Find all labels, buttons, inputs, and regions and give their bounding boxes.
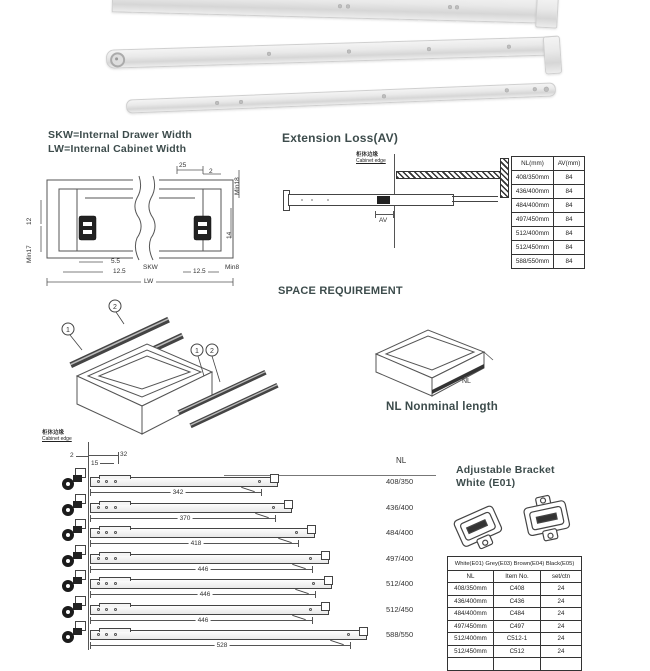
exploded-lineart [52,298,280,436]
dim-12: 12 [26,217,33,225]
bracket-row [448,608,582,621]
rail-hole [97,582,100,585]
dim-25: 25 [179,162,187,169]
slide-profile-inner-rail [452,196,498,202]
list-dim-32: 32 [120,451,128,458]
rail-hole [239,100,243,104]
rail-hole [544,87,549,92]
rail-hole [114,557,117,560]
dim-32-line [89,455,118,456]
av-row [512,227,585,241]
slide-rail-photo-2-endcap [543,35,563,74]
bracket-item: C484 [494,608,541,621]
slide-rail-drawing [90,605,329,615]
bracket-set: 24 [541,595,582,608]
bracket-nl: 436/400mm [448,595,494,608]
rail-hole [312,582,315,585]
extension-loss-diagram [280,150,508,250]
lw-line: LW=Internal Cabinet Width [48,143,187,155]
bracket-item: C408 [494,583,541,596]
length-dim-value: 446 [197,566,209,573]
slide-profile-body [288,194,454,206]
av-row [512,255,585,269]
dim-32-tick [118,452,119,464]
callout-1-label: 1 [66,327,70,334]
av-row [512,199,585,213]
bracket-nl: 512/450mm [448,645,494,658]
bracket-col-set: set/ctn [541,571,582,583]
nl-value: 484/400 [386,528,414,537]
rail-grommet [110,52,125,67]
rail-hole [97,506,100,509]
slide-rail-photo-1-bracket [535,0,559,29]
bracket-col-nl: NL [448,571,494,583]
nl-value: 408/350 [386,477,414,486]
bracket-item: C436 [494,595,541,608]
rail-end-bracket [324,576,333,585]
callout-1b-label: 1 [195,348,199,355]
av-row [512,171,585,185]
rail-hole [258,480,261,483]
rail-hole [448,5,452,9]
rail-hole [105,480,108,483]
nl-value: 588/550 [386,630,414,639]
length-dim-value: 418 [190,540,202,547]
rail-hole [295,531,298,534]
bracket-row [448,645,582,658]
rail-hole [507,45,511,49]
rail-end-bracket [321,551,330,560]
bracket-nl: 512/400mm [448,633,494,646]
dim-skw: SKW [143,264,158,271]
rail-hole [105,633,108,636]
rail-end-bracket [307,525,316,534]
cabinet-wall-hatch-horizontal [396,171,502,179]
rail-step [99,603,131,607]
callout-2b-label: 2 [210,348,214,355]
list-cabinet-edge-cn: 柜体边缘 [42,430,65,436]
adjustable-bracket-heading [456,464,555,490]
bracket-item: C512-1 [494,633,541,646]
bracket-lineart [448,494,588,554]
av-val: 84 [554,213,585,227]
skw-line: SKW=Internal Drawer Width [48,129,193,141]
list-cabinet-edge-en: Cabinet edge [42,436,72,442]
rail-hole [309,608,312,611]
length-dim-value: 528 [216,642,228,649]
dim-min17: Min17 [26,245,33,263]
dim-15-line [100,463,114,464]
space-requirement-title: SPACE REQUIREMENT [278,285,403,297]
mount-plate [73,577,82,584]
nl-column-header: NL [396,456,407,465]
rail-step [99,552,131,556]
slide-rail-drawing [90,554,329,564]
list-dim-2: 2 [70,452,74,459]
rail-hole [105,557,108,560]
nl-box-lineart [366,320,494,400]
dim-min18: Min18 [234,177,241,195]
bracket-row [448,620,582,633]
bracket-set: 24 [541,608,582,621]
rail-hole [97,608,100,611]
rail-hole [347,49,351,53]
rail-hole [455,5,459,9]
rail-step [99,526,131,530]
rail-hole [105,506,108,509]
exploded-drawer-view [52,298,280,436]
rail-hole [105,608,108,611]
dim-2: 2 [209,168,213,175]
dim-5-5: 5.5 [111,258,121,265]
length-dim-value: 370 [179,515,191,522]
dim-12-5-right: 12.5 [193,268,206,275]
av-table [511,156,585,269]
av-row [512,185,585,199]
length-dim-value: 342 [172,489,184,496]
rail-hole [114,582,117,585]
bracket-table-header-row [448,571,582,583]
bracket-table-color-row [448,557,582,571]
slide-rail-drawing [90,579,332,589]
bracket-table [447,556,582,671]
av-col-av: AV(mm) [554,157,585,171]
cabinet-wall-hatch-vertical [500,158,509,198]
slide-rail-drawing [90,503,292,513]
slide-photos [0,0,650,125]
bracket-col-item: Item No. [494,571,541,583]
profile-stop-block [377,196,390,204]
bracket-title-line2: White (E01) [456,477,516,489]
rail-hole [505,88,509,92]
dim-12-5-left: 12.5 [113,268,126,275]
av-val: 84 [554,199,585,213]
av-table-header-row [512,157,585,171]
list-cabinet-edge-label [42,430,72,442]
av-val: 84 [554,227,585,241]
nl-value: 497/400 [386,554,414,563]
rail-hole [105,582,108,585]
mount-plate [73,475,82,482]
rail-hole [272,506,275,509]
nl-value: 436/400 [386,503,414,512]
nl-value: 512/400 [386,579,414,588]
length-dim-value: 446 [199,591,211,598]
profile-hole [327,199,329,201]
callout-2-label: 2 [113,304,117,311]
av-val: 84 [554,171,585,185]
cabinet-edge-label [356,152,386,164]
bracket-row-partial [448,658,582,671]
rail-hole [114,531,117,534]
rail-hole [533,87,537,91]
rail-hole [114,480,117,483]
bracket-nl: 497/450mm [448,620,494,633]
bracket-row [448,583,582,596]
rail-hole [382,94,386,98]
dim-lw: LW [141,278,156,285]
list-cabinet-edge-line [88,442,89,650]
rail-hole [347,633,350,636]
bracket-set: 24 [541,583,582,596]
av-row [512,213,585,227]
av-dimension-line [375,214,394,215]
av-val: 84 [554,255,585,269]
bracket-icons [448,494,588,554]
rail-hole [97,531,100,534]
bracket-color-header: White(E01) Grey(E03) Brown(E04) Black(E05) [448,557,582,571]
av-nl: 497/450mm [512,213,554,227]
rail-end-bracket [321,602,330,611]
mount-plate [73,603,82,610]
skw-lw-heading [48,128,192,156]
rail-hole [114,608,117,611]
av-row [512,241,585,255]
rail-hole [215,101,219,105]
nl-leader-line [224,475,436,476]
av-nl: 408/350mm [512,171,554,185]
rail-hole [97,633,100,636]
bracket-set: 24 [541,620,582,633]
mount-plate [73,628,82,635]
dim-min8: Min8 [225,264,240,271]
dim-2-line [76,456,88,457]
rail-end-bracket [359,627,368,636]
bracket-nl: 408/350mm [448,583,494,596]
slide-rail-drawing [90,528,315,538]
rail-hole [338,4,342,8]
slide-rail-drawing [90,630,367,640]
profile-hole [301,199,303,201]
rail-hole [114,506,117,509]
bracket-row [448,633,582,646]
rail-step [99,501,131,505]
av-nl: 484/400mm [512,199,554,213]
mount-plate [73,501,82,508]
slide-rail-photo-2 [106,36,558,68]
cross-section-diagram [26,160,263,288]
av-nl: 512/400mm [512,227,554,241]
list-dim-15: 15 [91,460,99,467]
nl-value: 512/450 [386,605,414,614]
rail-step [99,475,131,479]
extension-loss-title: Extension Loss(AV) [282,131,399,145]
slide-rail-drawing [90,477,278,487]
mount-plate [73,526,82,533]
rail-hole [114,633,117,636]
dim-14: 14 [226,231,233,239]
length-dim-value: 446 [197,617,209,624]
rail-end-bracket [284,500,293,509]
av-nl: 512/450mm [512,241,554,255]
cabinet-edge-en: Cabinet edge [356,158,386,164]
slide-length-list [34,428,446,650]
rail-hole [427,47,431,51]
rail-step [99,577,131,581]
av-val: 84 [554,185,585,199]
bracket-item: C512 [494,645,541,658]
slide-rail-photo-1 [112,0,553,24]
nl-space-diagram [366,320,494,400]
rail-hole [267,52,271,56]
av-nl: 588/550mm [512,255,554,269]
nl-edge-label: NL [462,378,471,385]
rail-hole [97,557,100,560]
av-val: 84 [554,241,585,255]
rail-step [99,628,131,632]
bracket-set: 24 [541,645,582,658]
rail-hole [309,557,312,560]
bracket-item: C497 [494,620,541,633]
rail-hole [346,4,350,8]
slide-rail-photo-3 [126,82,556,113]
cabinet-edge-cn: 柜体边缘 [356,152,379,158]
bracket-set: 24 [541,633,582,646]
bracket-title-line1: Adjustable Bracket [456,464,555,476]
rail-hole [97,480,100,483]
av-col-nl: NL(mm) [512,157,554,171]
av-nl: 436/400mm [512,185,554,199]
rail-hole [105,531,108,534]
bracket-nl: 484/400mm [448,608,494,621]
mount-plate [73,552,82,559]
av-label: AV [379,217,388,224]
profile-hole [311,199,313,201]
bracket-row [448,595,582,608]
nl-caption: NL Nonminal length [386,401,498,413]
rail-end-bracket [270,474,279,483]
